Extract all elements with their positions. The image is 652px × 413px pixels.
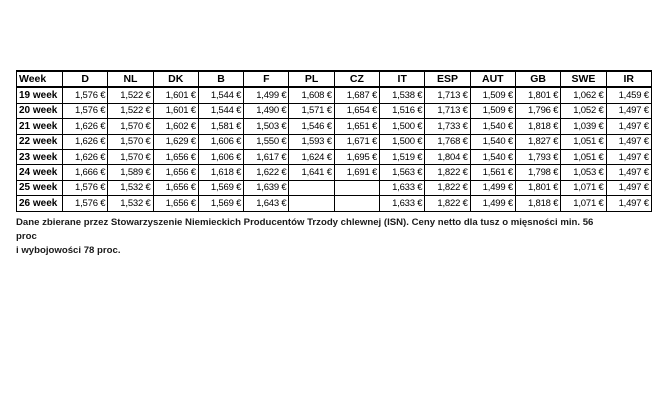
price-cell-ir: 1,497 € bbox=[606, 180, 651, 195]
price-cell-gb: 1,818 € bbox=[515, 196, 560, 211]
price-cell-esp: 1,822 € bbox=[425, 196, 470, 211]
price-cell-d: 1,576 € bbox=[63, 180, 108, 195]
price-cell-d: 1,626 € bbox=[63, 134, 108, 149]
column-header-nl: NL bbox=[108, 71, 153, 87]
price-cell-esp: 1,733 € bbox=[425, 119, 470, 134]
price-cell-b: 1,569 € bbox=[198, 196, 243, 211]
column-header-ir: IR bbox=[606, 71, 651, 87]
price-cell-esp: 1,768 € bbox=[425, 134, 470, 149]
price-cell-aut: 1,509 € bbox=[470, 87, 515, 103]
price-cell-nl: 1,570 € bbox=[108, 134, 153, 149]
price-cell-dk: 1,629 € bbox=[153, 134, 198, 149]
price-cell-esp: 1,713 € bbox=[425, 87, 470, 103]
price-cell-f: 1,499 € bbox=[244, 87, 289, 103]
source-note-line-1: Dane zbierane przez Stowarzyszenie Niemieckich Producentów Trzody chlewnej (ISN). Ceny netto dla tusz o mięsności min. 56 proc bbox=[16, 217, 594, 242]
price-cell-nl: 1,570 € bbox=[108, 149, 153, 164]
price-cell-aut: 1,509 € bbox=[470, 103, 515, 118]
price-cell-b: 1,606 € bbox=[198, 134, 243, 149]
price-cell-swe: 1,071 € bbox=[561, 196, 606, 211]
table-row bbox=[17, 149, 652, 164]
price-cell-aut: 1,540 € bbox=[470, 119, 515, 134]
price-cell-d: 1,576 € bbox=[63, 196, 108, 211]
price-cell-swe: 1,053 € bbox=[561, 165, 606, 180]
column-header-d: D bbox=[63, 71, 108, 87]
price-cell-cz: 1,671 € bbox=[334, 134, 379, 149]
price-cell-swe: 1,051 € bbox=[561, 134, 606, 149]
week-label: 19 week bbox=[17, 87, 63, 103]
price-cell-gb: 1,801 € bbox=[515, 87, 560, 103]
price-cell-it: 1,516 € bbox=[380, 103, 425, 118]
price-cell-b: 1,569 € bbox=[198, 180, 243, 195]
price-cell-cz bbox=[334, 180, 379, 195]
price-cell-d: 1,576 € bbox=[63, 103, 108, 118]
price-cell-pl: 1,608 € bbox=[289, 87, 334, 103]
price-cell-d: 1,626 € bbox=[63, 119, 108, 134]
price-cell-cz: 1,687 € bbox=[334, 87, 379, 103]
column-header-it: IT bbox=[380, 71, 425, 87]
price-cell-f: 1,503 € bbox=[244, 119, 289, 134]
table-header-row bbox=[17, 71, 652, 87]
price-cell-pl bbox=[289, 180, 334, 195]
price-cell-it: 1,633 € bbox=[380, 180, 425, 195]
price-cell-aut: 1,540 € bbox=[470, 134, 515, 149]
price-cell-swe: 1,052 € bbox=[561, 103, 606, 118]
price-cell-ir: 1,459 € bbox=[606, 87, 651, 103]
price-cell-b: 1,581 € bbox=[198, 119, 243, 134]
price-cell-ir: 1,497 € bbox=[606, 149, 651, 164]
price-cell-b: 1,606 € bbox=[198, 149, 243, 164]
price-cell-esp: 1,822 € bbox=[425, 165, 470, 180]
price-cell-f: 1,622 € bbox=[244, 165, 289, 180]
price-cell-f: 1,617 € bbox=[244, 149, 289, 164]
week-label: 20 week bbox=[17, 103, 63, 118]
price-cell-nl: 1,522 € bbox=[108, 87, 153, 103]
column-header-gb: GB bbox=[515, 71, 560, 87]
price-cell-dk: 1,601 € bbox=[153, 87, 198, 103]
price-cell-b: 1,544 € bbox=[198, 87, 243, 103]
price-cell-aut: 1,561 € bbox=[470, 165, 515, 180]
table-row bbox=[17, 87, 652, 103]
price-cell-dk: 1,601 € bbox=[153, 103, 198, 118]
price-cell-gb: 1,796 € bbox=[515, 103, 560, 118]
table-row bbox=[17, 196, 652, 211]
price-cell-it: 1,538 € bbox=[380, 87, 425, 103]
week-label: 21 week bbox=[17, 119, 63, 134]
price-cell-cz: 1,691 € bbox=[334, 165, 379, 180]
column-header-dk: DK bbox=[153, 71, 198, 87]
price-cell-ir: 1,497 € bbox=[606, 134, 651, 149]
column-header-f: F bbox=[244, 71, 289, 87]
price-cell-ir: 1,497 € bbox=[606, 103, 651, 118]
price-cell-gb: 1,798 € bbox=[515, 165, 560, 180]
price-cell-it: 1,519 € bbox=[380, 149, 425, 164]
price-cell-pl: 1,593 € bbox=[289, 134, 334, 149]
price-cell-it: 1,500 € bbox=[380, 119, 425, 134]
price-cell-esp: 1,713 € bbox=[425, 103, 470, 118]
price-cell-ir: 1,497 € bbox=[606, 119, 651, 134]
price-cell-nl: 1,532 € bbox=[108, 196, 153, 211]
price-cell-it: 1,633 € bbox=[380, 196, 425, 211]
price-cell-b: 1,544 € bbox=[198, 103, 243, 118]
price-cell-f: 1,550 € bbox=[244, 134, 289, 149]
price-cell-nl: 1,522 € bbox=[108, 103, 153, 118]
price-cell-d: 1,576 € bbox=[63, 87, 108, 103]
price-cell-pl: 1,546 € bbox=[289, 119, 334, 134]
price-cell-gb: 1,818 € bbox=[515, 119, 560, 134]
column-header-week: Week bbox=[17, 71, 63, 87]
column-header-cz: CZ bbox=[334, 71, 379, 87]
week-label: 22 week bbox=[17, 134, 63, 149]
price-cell-dk: 1,656 € bbox=[153, 165, 198, 180]
price-cell-swe: 1,062 € bbox=[561, 87, 606, 103]
table-row bbox=[17, 134, 652, 149]
price-cell-pl: 1,641 € bbox=[289, 165, 334, 180]
week-label: 25 week bbox=[17, 180, 63, 195]
price-cell-ir: 1,497 € bbox=[606, 196, 651, 211]
table-row bbox=[17, 119, 652, 134]
source-note-line-2: i wybojowości 78 proc. bbox=[16, 245, 121, 256]
price-cell-gb: 1,793 € bbox=[515, 149, 560, 164]
table-body bbox=[17, 87, 652, 211]
price-cell-dk: 1,656 € bbox=[153, 196, 198, 211]
price-cell-swe: 1,039 € bbox=[561, 119, 606, 134]
price-cell-dk: 1,656 € bbox=[153, 149, 198, 164]
price-cell-ir: 1,497 € bbox=[606, 165, 651, 180]
price-cell-nl: 1,570 € bbox=[108, 119, 153, 134]
price-cell-gb: 1,801 € bbox=[515, 180, 560, 195]
price-cell-aut: 1,499 € bbox=[470, 180, 515, 195]
price-cell-d: 1,626 € bbox=[63, 149, 108, 164]
price-cell-pl bbox=[289, 196, 334, 211]
price-cell-pl: 1,571 € bbox=[289, 103, 334, 118]
price-cell-cz: 1,695 € bbox=[334, 149, 379, 164]
price-cell-d: 1,666 € bbox=[63, 165, 108, 180]
price-cell-swe: 1,071 € bbox=[561, 180, 606, 195]
price-cell-cz: 1,654 € bbox=[334, 103, 379, 118]
price-cell-nl: 1,589 € bbox=[108, 165, 153, 180]
price-cell-esp: 1,804 € bbox=[425, 149, 470, 164]
price-cell-gb: 1,827 € bbox=[515, 134, 560, 149]
pig-price-table bbox=[16, 70, 652, 212]
price-cell-dk: 1,656 € bbox=[153, 180, 198, 195]
price-cell-pl: 1,624 € bbox=[289, 149, 334, 164]
column-header-aut: AUT bbox=[470, 71, 515, 87]
table-row bbox=[17, 165, 652, 180]
price-cell-dk: 1,602 € bbox=[153, 119, 198, 134]
column-header-pl: PL bbox=[289, 71, 334, 87]
column-header-b: B bbox=[198, 71, 243, 87]
price-cell-f: 1,639 € bbox=[244, 180, 289, 195]
column-header-esp: ESP bbox=[425, 71, 470, 87]
price-cell-aut: 1,540 € bbox=[470, 149, 515, 164]
week-label: 23 week bbox=[17, 149, 63, 164]
price-cell-cz: 1,651 € bbox=[334, 119, 379, 134]
price-cell-nl: 1,532 € bbox=[108, 180, 153, 195]
price-cell-it: 1,500 € bbox=[380, 134, 425, 149]
price-cell-esp: 1,822 € bbox=[425, 180, 470, 195]
table-row bbox=[17, 103, 652, 118]
column-header-swe: SWE bbox=[561, 71, 606, 87]
price-table-container bbox=[16, 70, 649, 212]
source-note bbox=[16, 216, 608, 258]
price-cell-cz bbox=[334, 196, 379, 211]
price-cell-swe: 1,051 € bbox=[561, 149, 606, 164]
price-cell-f: 1,490 € bbox=[244, 103, 289, 118]
price-cell-aut: 1,499 € bbox=[470, 196, 515, 211]
week-label: 26 week bbox=[17, 196, 63, 211]
week-label: 24 week bbox=[17, 165, 63, 180]
price-cell-it: 1,563 € bbox=[380, 165, 425, 180]
price-cell-b: 1,618 € bbox=[198, 165, 243, 180]
price-cell-f: 1,643 € bbox=[244, 196, 289, 211]
table-row bbox=[17, 180, 652, 195]
